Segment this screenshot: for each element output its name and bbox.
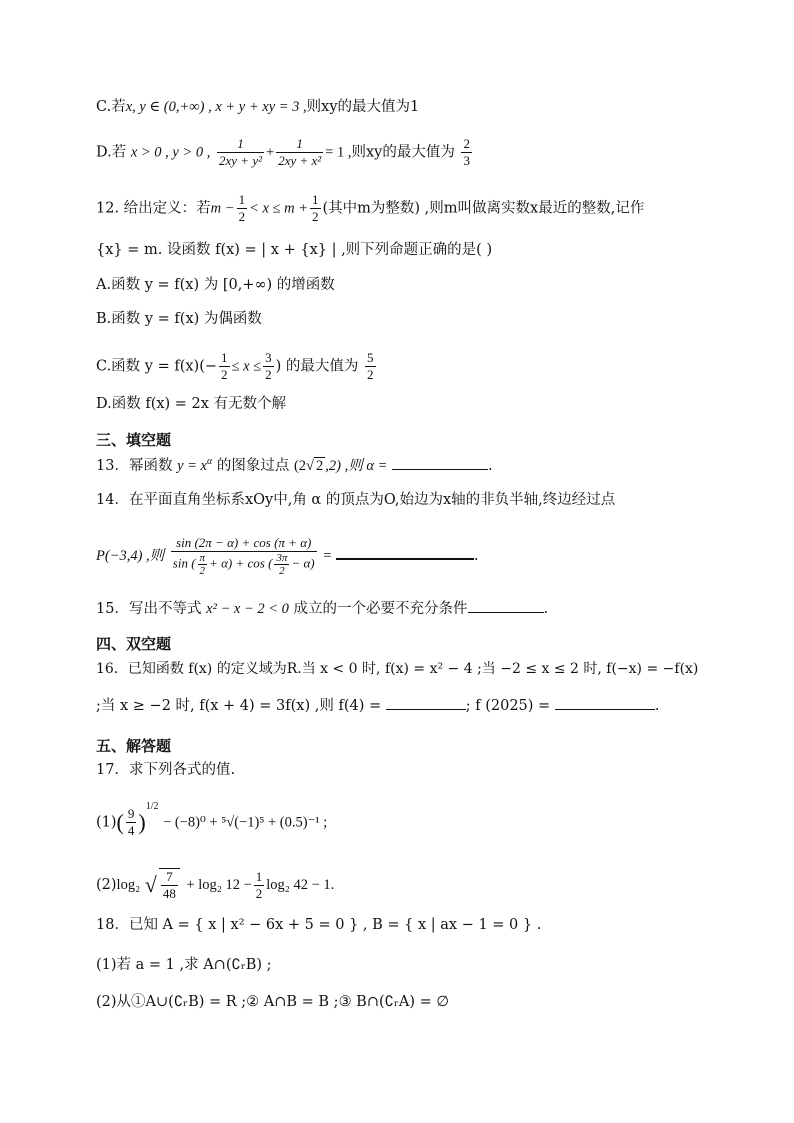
q11-option-d: D.若 x > 0 , y > 0 , $\frac{1}{\text{2xy + y²}}$ + $\frac{1}{\text{2xy + x²}}$ = 1 ,则xy的最大值为 $\frac{2}{3}$ [96,136,470,168]
q14-line1: 14．在平面直角坐标系xOy中,角 α 的顶点为O,始边为x轴的非负半轴,终边经过点 [96,492,616,508]
q16-line2: ;当 x ≥ −2 时, f(x + 4) = 3f(x) ,则 f(4) = ; f (2025) = . [96,695,659,716]
q18-part1: (1)若 a = 1 ,求 A∩(∁ᵣB) ; [96,957,272,973]
q17-part1: (1)( $\frac{9}{4}$ )$^{1/2}$ − (−8)⁰ + ⁵√(−1)⁵ + (0.5)⁻¹ ; [96,800,328,838]
answer-blank-2[interactable] [555,695,655,710]
answer-blank-1[interactable] [386,695,466,710]
fraction: $\frac{5}{2}$ [367,350,374,382]
fraction: $\frac{9}{4}$ [127,806,135,838]
section-heading-answer: 五、解答题 [96,737,172,755]
q12-option-a: A.函数 y = f(x) 为 [0,+∞) 的增函数 [96,277,335,293]
fraction: $\frac{2}{3}$ [463,136,470,168]
q17-stem: 17．求下列各式的值. [96,762,236,778]
answer-blank[interactable] [392,455,488,470]
q17-part2: (2)log₂ √ $\frac{7}{48}$ + log₂ 12 − $\frac{1}{2}$ log₂ 42 − 1. [96,868,335,901]
q13: 13．幂函数 $y = x^\alpha$ 的图象过点 (2√ 2 ,2) ,则 α = . [96,456,493,474]
q12-option-c: C.函数 y = f(x)(− $\frac{1}{2}$ ≤ x ≤ $\frac{3}{2}$ ) 的最大值为 $\frac{5}{2}$ [96,350,374,382]
q12-option-d: D.函数 f(x) = 2x 有无数个解 [96,396,287,412]
q18-stem: 18．已知 A = { x | x² − 6x + 5 = 0 } , B = { x | ax − 1 = 0 } . [96,917,542,933]
answer-blank[interactable] [336,544,474,560]
q12-stem-line2: {x} = m. 设函数 f(x) = | x + {x} | ,则下列命题正确的是( ) [96,242,493,258]
answer-blank[interactable] [468,598,544,613]
fraction: $\frac{3}{2}$ [265,350,272,382]
fraction: $\frac{1}{\text{2xy + x²}}$ [278,136,322,168]
q11-option-c: C.若x, y ∈ (0,+∞) , x + y + xy = 3 ,则xy的最大值为1 [96,99,420,115]
q14-line2: P(−3,4) ,则 sin (2π − α) + cos (π + α) sin ( $\frac{\pi}{2}$ + α) + cos ( $\frac{3\pi}{2}$ − α) = . [96,535,479,577]
q12-stem: 12. 给出定义：若m − $\frac{1}{2}$ < x ≤ m + $\frac{1}{2}$ (其中m为整数) ,则m叫做离实数x最近的整数,记作 [96,192,645,224]
fraction: $\frac{1}{2}$ [238,192,246,224]
q16-line1: 16．已知函数 f(x) 的定义域为R.当 x < 0 时, f(x) = x² − 4 ;当 −2 ≤ x ≤ 2 时, f(−x) = −f(x) [96,661,699,677]
section-heading-fill-blank: 三、填空题 [96,431,172,449]
fraction: $\frac{7}{48}$ [159,868,180,902]
q18-part2: (2)从①A∪(∁ᵣB) = R ;② A∩B = B ;③ B∩(∁ᵣA) = ∅ [96,994,450,1010]
fraction: $\frac{1}{\text{2xy + y²}}$ [219,136,262,168]
fraction: sin (2π − α) + cos (π + α) sin ( $\frac{\pi}{2}$ + α) + cos ( $\frac{3\pi}{2}$ − α) [172,535,315,577]
section-heading-double-blank: 四、双空题 [96,635,172,653]
q12-option-b: B.函数 y = f(x) 为偶函数 [96,311,262,327]
fraction: $\frac{1}{2}$ [221,350,228,382]
q15: 15．写出不等式 x² − x − 2 < 0 成立的一个必要不充分条件 . [96,598,548,619]
fraction: $\frac{1}{2}$ [312,192,319,224]
fraction: $\frac{1}{2}$ [255,868,263,901]
